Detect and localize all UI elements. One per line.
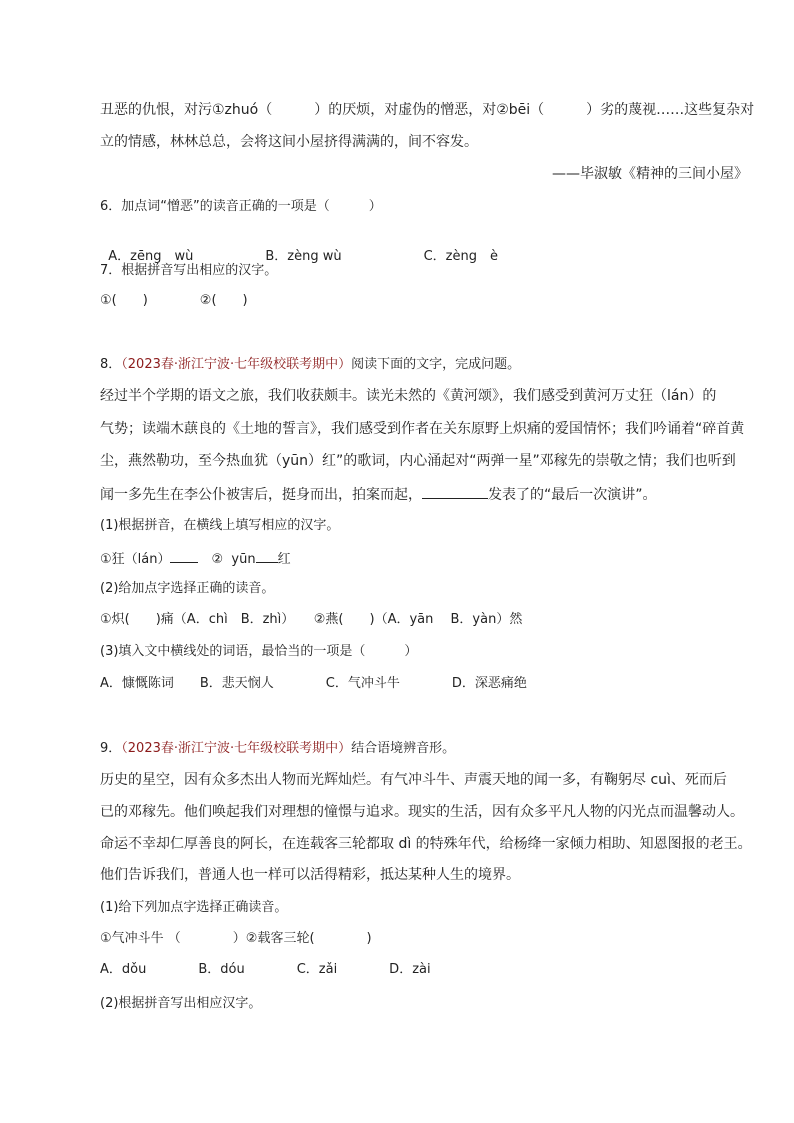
- q9-paragraph-line-3: 命运不幸却仁厚善良的阿长，在连载客三轮都取 dì 的特殊年代，给杨绛一家倾力相助、知恩图报的老王。: [100, 836, 752, 852]
- q8-sub3-stem: (3)填入文中横线处的词语，最恰当的一项是（ ）: [100, 644, 418, 659]
- passage-line-2: 立的情感，林林总总，会将这间小屋挤得满满的，间不容发。: [100, 134, 478, 150]
- q8-sub1-blanks: [100, 548, 291, 569]
- q8-sub3-options: A．慷慨陈词 B．悲天悯人 C．气冲斗牛 D．深恶痛绝: [100, 676, 527, 691]
- q9-number: 9．: [100, 741, 122, 756]
- q8-sub1-item-a: ①狂（lán）: [100, 552, 171, 567]
- q8-stem: 阅读下面的文字，完成问题。: [351, 357, 521, 372]
- q8-sub2-stem: (2)给加点字选择正确的读音。: [100, 581, 275, 596]
- q8-sub1-item-c: 红: [277, 552, 291, 567]
- q6-option-a: A．zēng wù: [108, 249, 194, 264]
- passage-attribution: ——毕淑敏《精神的三间小屋》: [552, 166, 748, 182]
- q9-paragraph-line-1: 历史的星空，因有众多杰出人物而光辉灿烂。有气冲斗牛、声震天地的闻一多，有鞠躬尽 cuì、死而后: [100, 772, 727, 788]
- q9-sub1-stem: (1)给下列加点字选择正确读音。: [100, 900, 288, 915]
- q9-sub1-options: A．dǒu B．dóu C．zǎi D．zài: [100, 962, 431, 977]
- q8-fill-blank: [422, 484, 488, 499]
- q8-paragraph-line-1: 经过半个学期的语文之旅，我们收获颇丰。读光未然的《黄河颂》，我们感受到黄河万丈狂（lán）的: [100, 388, 717, 404]
- q8-paragraph-line-2: 气势；读端木蕻良的《土地的誓言》，我们感受到作者在关东原野上炽痛的爱国情怀；我们吟诵着“碎首黄: [100, 421, 745, 437]
- q9-paragraph-line-4: 他们告诉我们，普通人也一样可以活得精彩，抵达某种人生的境界。: [100, 867, 520, 883]
- q9-header: [100, 740, 455, 758]
- q9-sub1-items: ①气冲斗牛 （ ）②载客三轮( ): [100, 931, 372, 946]
- passage-line-1: 丑恶的仇恨，对污①zhuó（ ）的厌烦，对虚伪的憎恶，对②bēi（ ）劣的蔑视……这些复杂对: [100, 102, 755, 118]
- q6-option-b: B．zèng wù: [265, 249, 342, 264]
- q8-p4-after-blank: 发表了的“最后一次演讲”。: [488, 487, 657, 503]
- q8-header: [100, 356, 520, 374]
- q6-option-c: C．zèng è: [423, 249, 498, 264]
- q8-number: 8．: [100, 357, 122, 372]
- q8-sub1-blank-b: [256, 548, 278, 563]
- q9-source: （2023春·浙江宁波·七年级校联考期中）: [121, 741, 352, 756]
- q7-blanks: ①( ) ②( ): [100, 293, 248, 308]
- q8-sub2-options: ①炽( )痛（A．chì B．zhì） ②燕( )（A．yān B．yàn）然: [100, 612, 523, 627]
- q8-p4-before-blank: 闻一多先生在李公仆被害后，挺身而出，拍案而起，: [100, 487, 422, 503]
- q6-stem: 6．加点词“憎恶”的读音正确的一项是（ ）: [100, 199, 382, 214]
- q8-paragraph-line-3: 尘，燕然勒功，至今热血犹（yūn）红”的歌词，内心涌起对“两弹一星”邓稼先的崇敬之情；我们也听到: [100, 453, 736, 469]
- q9-stem: 结合语境辨音形。: [351, 741, 456, 756]
- q8-sub1-stem: (1)根据拼音，在横线上填写相应的汉字。: [100, 518, 340, 533]
- q8-sub1-item-b: ② yūn: [198, 552, 256, 567]
- q8-paragraph-line-4: [100, 484, 657, 504]
- q7-stem: 7．根据拼音写出相应的汉字。: [100, 263, 278, 278]
- q6-options: [100, 230, 498, 266]
- q9-paragraph-line-2: 已的邓稼先。他们唤起我们对理想的憧憬与追求。现实的生活，因有众多平凡人物的闪光点而温馨动人。: [100, 804, 744, 820]
- q9-sub2-stem: (2)根据拼音写出相应汉字。: [100, 996, 262, 1011]
- q8-sub1-blank-a: [170, 548, 198, 563]
- q8-source: （2023春·浙江宁波·七年级校联考期中）: [121, 357, 352, 372]
